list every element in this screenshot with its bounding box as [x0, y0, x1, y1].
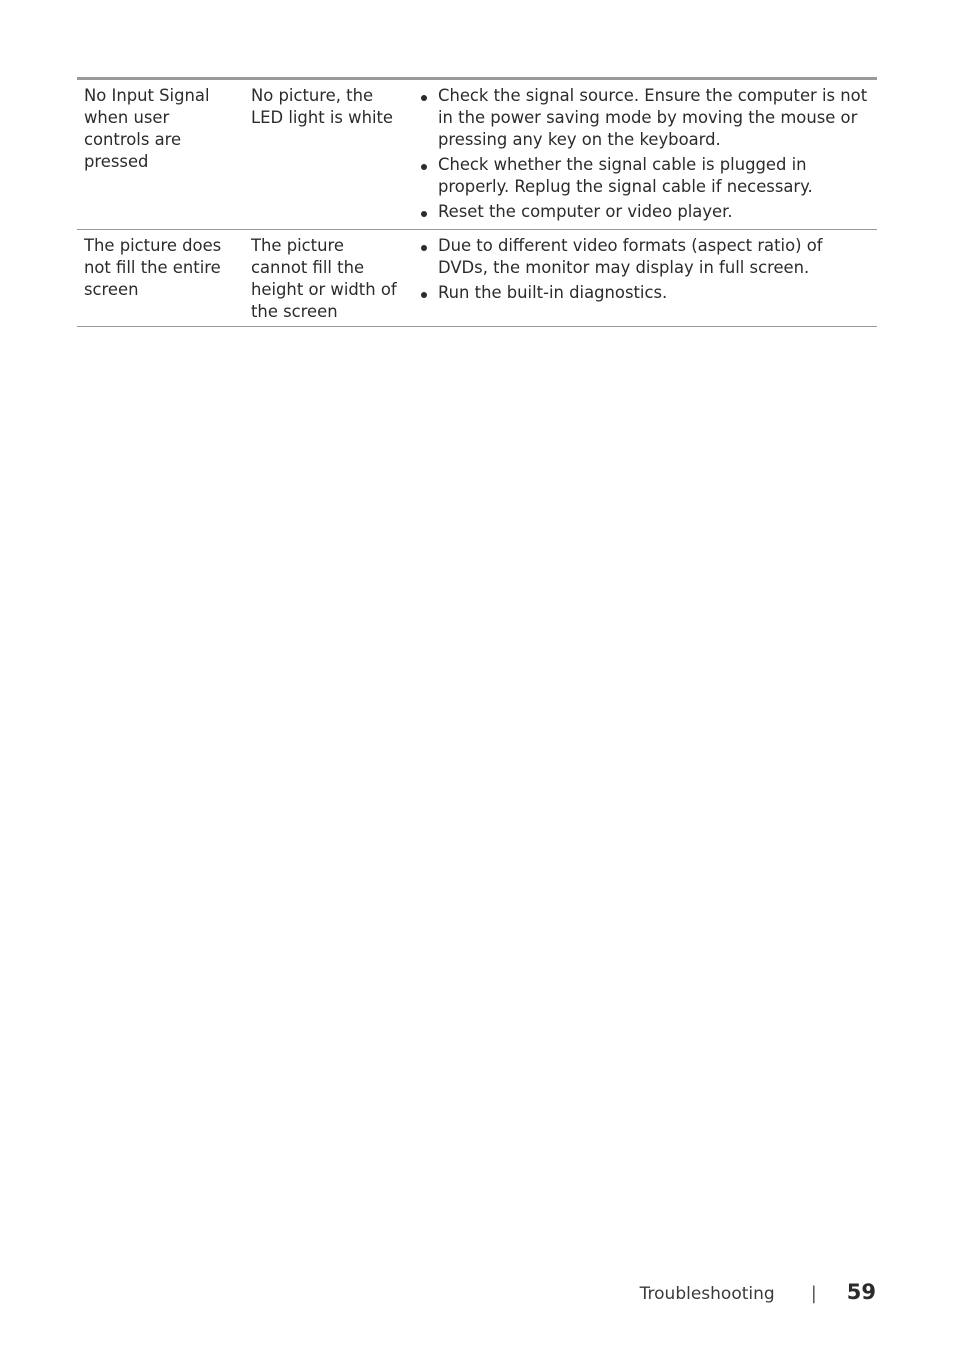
solutions-cell [411, 79, 877, 230]
troubleshooting-table [77, 77, 877, 327]
list-item [418, 85, 871, 151]
solution-text: Due to different video formats (aspect ratio) of DVDs, the monitor may display in full screen. [438, 236, 823, 277]
bullet-icon [421, 211, 427, 217]
solutions-cell [411, 230, 877, 327]
description-cell: No picture, the LED light is white [251, 86, 394, 127]
list-item [418, 201, 871, 223]
footer-section-title: Troubleshooting [639, 1284, 775, 1304]
description-cell: The picture cannot fill the height or width of the screen [251, 236, 397, 321]
list-item [418, 154, 871, 198]
solution-text: Check the signal source. Ensure the computer is not in the power saving mode by moving the mouse or pressing any key on the keyboard. [438, 86, 868, 149]
solution-text: Run the built-in diagnostics. [438, 283, 668, 302]
symptom-cell: The picture does not fill the entire screen [84, 236, 222, 299]
list-item [418, 235, 871, 279]
table-row [77, 230, 877, 327]
bullet-icon [421, 292, 427, 298]
table-row [77, 79, 877, 230]
footer-separator: | [810, 1283, 817, 1304]
solution-text: Reset the computer or video player. [438, 202, 733, 221]
bullet-icon [421, 164, 427, 170]
bullet-icon [421, 95, 427, 101]
symptom-cell: No Input Signal when user controls are pressed [84, 86, 210, 171]
bullet-icon [421, 245, 427, 251]
solution-text: Check whether the signal cable is plugged in properly. Replug the signal cable if necessary. [438, 155, 813, 196]
page-footer [640, 1280, 876, 1304]
solution-list [418, 235, 871, 304]
list-item [418, 282, 871, 304]
page-number: 59 [846, 1280, 876, 1304]
solution-list [418, 85, 871, 223]
